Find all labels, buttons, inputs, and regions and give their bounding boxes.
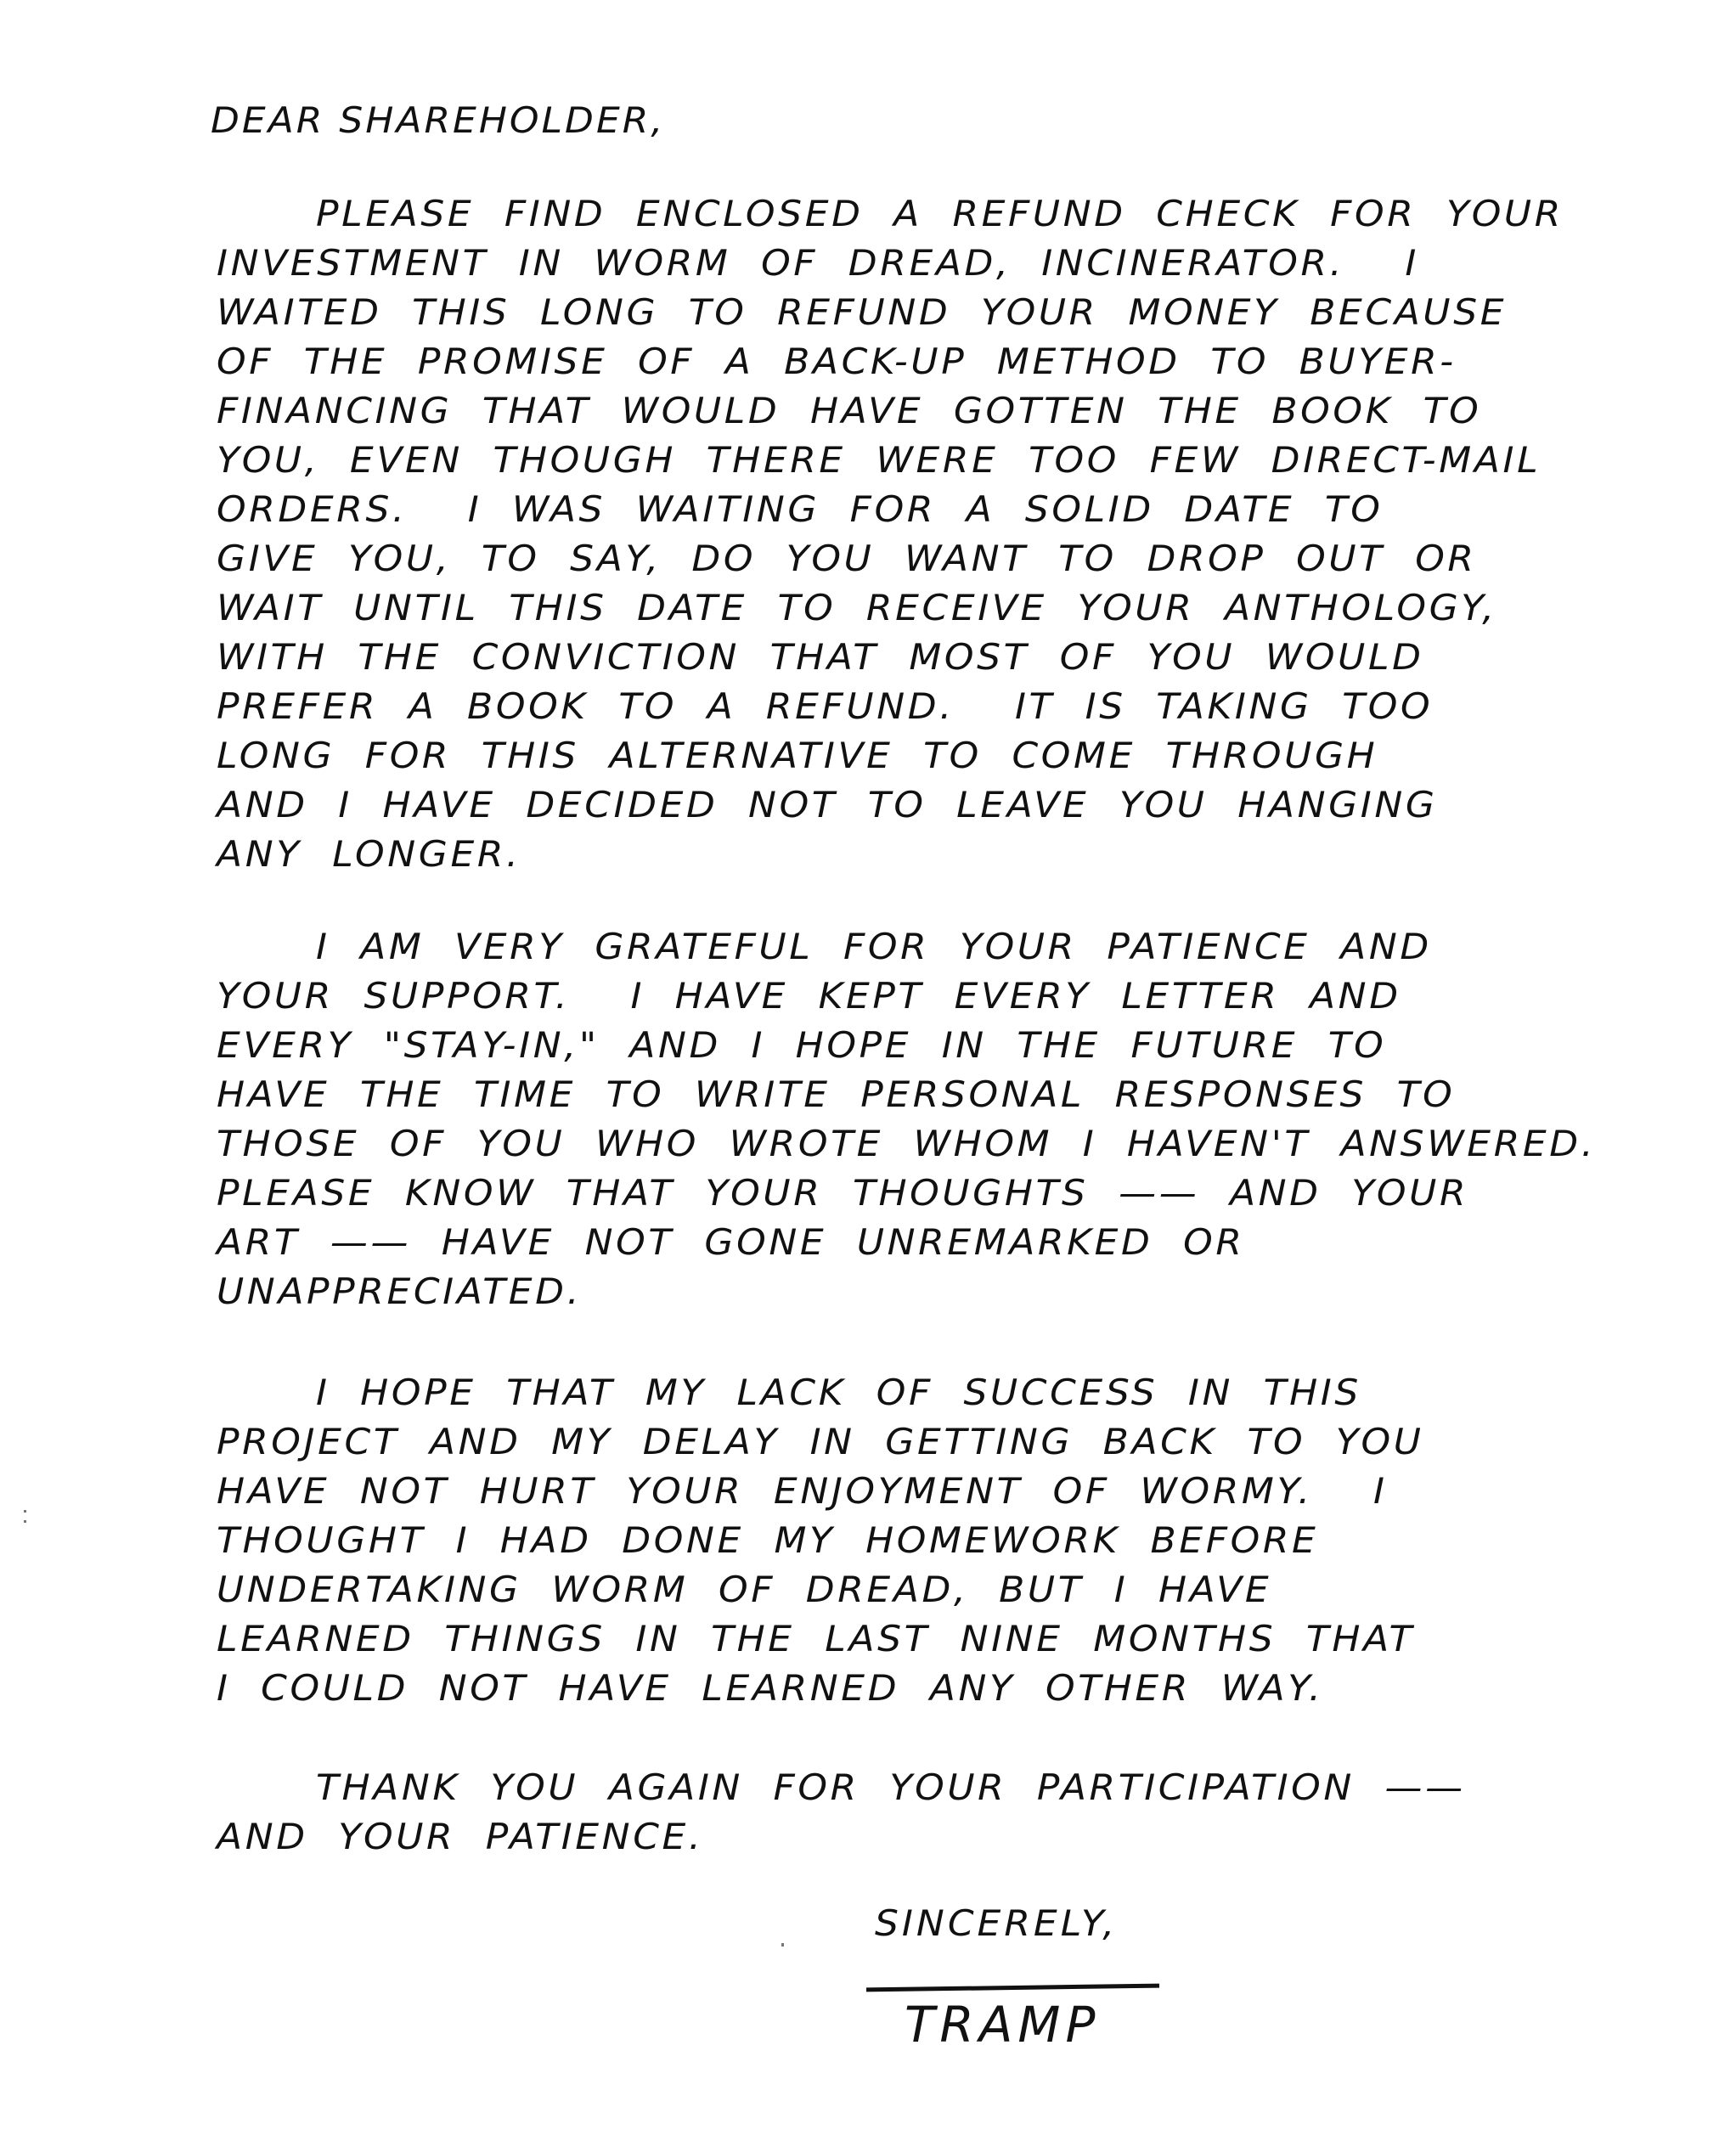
paragraph-1-line-9: WAIT UNTIL THIS DATE TO RECEIVE YOUR ANTHOLOGY, [217, 588, 1497, 629]
paragraph-1-line-1: PLEASE FIND ENCLOSED A REFUND CHECK FOR YOUR [316, 194, 1564, 235]
paragraph-3-line-1: I HOPE THAT MY LACK OF SUCCESS IN THIS [316, 1372, 1361, 1414]
paragraph-3-line-4: THOUGHT I HAD DONE MY HOMEWORK BEFORE [217, 1520, 1319, 1562]
paragraph-1-line-4: OF THE PROMISE OF A BACK-UP METHOD TO BUYER- [217, 341, 1457, 383]
paragraph-3-line-2: PROJECT AND MY DELAY IN GETTING BACK TO YOU [217, 1422, 1424, 1463]
paragraph-3-line-7: I COULD NOT HAVE LEARNED ANY OTHER WAY. [217, 1668, 1324, 1710]
paragraph-2-line-5: THOSE OF YOU WHO WROTE WHOM I HAVEN'T ANSWERED. [217, 1124, 1597, 1165]
paragraph-1-line-2: INVESTMENT IN WORM OF DREAD, INCINERATOR. I [217, 243, 1420, 285]
paragraph-2-line-4: HAVE THE TIME TO WRITE PERSONAL RESPONSES TO [217, 1074, 1456, 1116]
signature: TRAMP [905, 1996, 1101, 2054]
paragraph-2-line-2: YOUR SUPPORT. I HAVE KEPT EVERY LETTER AND [217, 976, 1401, 1017]
paragraph-2-line-1: I AM VERY GRATEFUL FOR YOUR PATIENCE AND [316, 927, 1432, 968]
paragraph-4-line-2: AND YOUR PATIENCE. [217, 1817, 704, 1858]
salutation: DEAR SHAREHOLDER, [211, 100, 666, 142]
paragraph-2-line-6: PLEASE KNOW THAT YOUR THOUGHTS —— AND YOUR [217, 1173, 1469, 1214]
paragraph-1-line-12: LONG FOR THIS ALTERNATIVE TO COME THROUGH [217, 735, 1378, 777]
paragraph-3-line-5: UNDERTAKING WORM OF DREAD, BUT I HAVE [217, 1569, 1272, 1611]
paragraph-2-line-7: ART —— HAVE NOT GONE UNREMARKED OR [217, 1222, 1245, 1264]
paragraph-1-line-14: ANY LONGER. [217, 834, 521, 876]
paragraph-4-line-1: THANK YOU AGAIN FOR YOUR PARTICIPATION —— [316, 1767, 1466, 1809]
paragraph-1-line-3: WAITED THIS LONG TO REFUND YOUR MONEY BECAUSE [217, 292, 1508, 334]
paragraph-1-line-7: ORDERS. I WAS WAITING FOR A SOLID DATE TO [217, 489, 1384, 531]
scan-speck [24, 1520, 26, 1523]
paragraph-2-line-3: EVERY "STAY-IN," AND I HOPE IN THE FUTURE TO [217, 1025, 1387, 1067]
paragraph-2-line-8: UNAPPRECIATED. [217, 1271, 583, 1313]
paragraph-1-line-8: GIVE YOU, TO SAY, DO YOU WANT TO DROP OUT OR [217, 538, 1477, 580]
paragraph-1-line-11: PREFER A BOOK TO A REFUND. IT IS TAKING TOO [217, 686, 1434, 728]
paragraph-3-line-3: HAVE NOT HURT YOUR ENJOYMENT OF WORMY. I [217, 1471, 1388, 1513]
paragraph-3-line-6: LEARNED THINGS IN THE LAST NINE MONTHS THAT [217, 1619, 1415, 1660]
signature-underline [866, 1984, 1159, 1992]
paragraph-1-line-13: AND I HAVE DECIDED NOT TO LEAVE YOU HANGING [217, 785, 1438, 826]
paragraph-1-line-5: FINANCING THAT WOULD HAVE GOTTEN THE BOOK TO [217, 391, 1482, 432]
paragraph-1-line-10: WITH THE CONVICTION THAT MOST OF YOU WOULD [217, 637, 1424, 679]
scan-speck [781, 1943, 784, 1947]
closing: SINCERELY, [875, 1903, 1119, 1945]
scan-speck [24, 1510, 26, 1513]
paragraph-1-line-6: YOU, EVEN THOUGH THERE WERE TOO FEW DIRECT-MAIL [217, 440, 1542, 482]
